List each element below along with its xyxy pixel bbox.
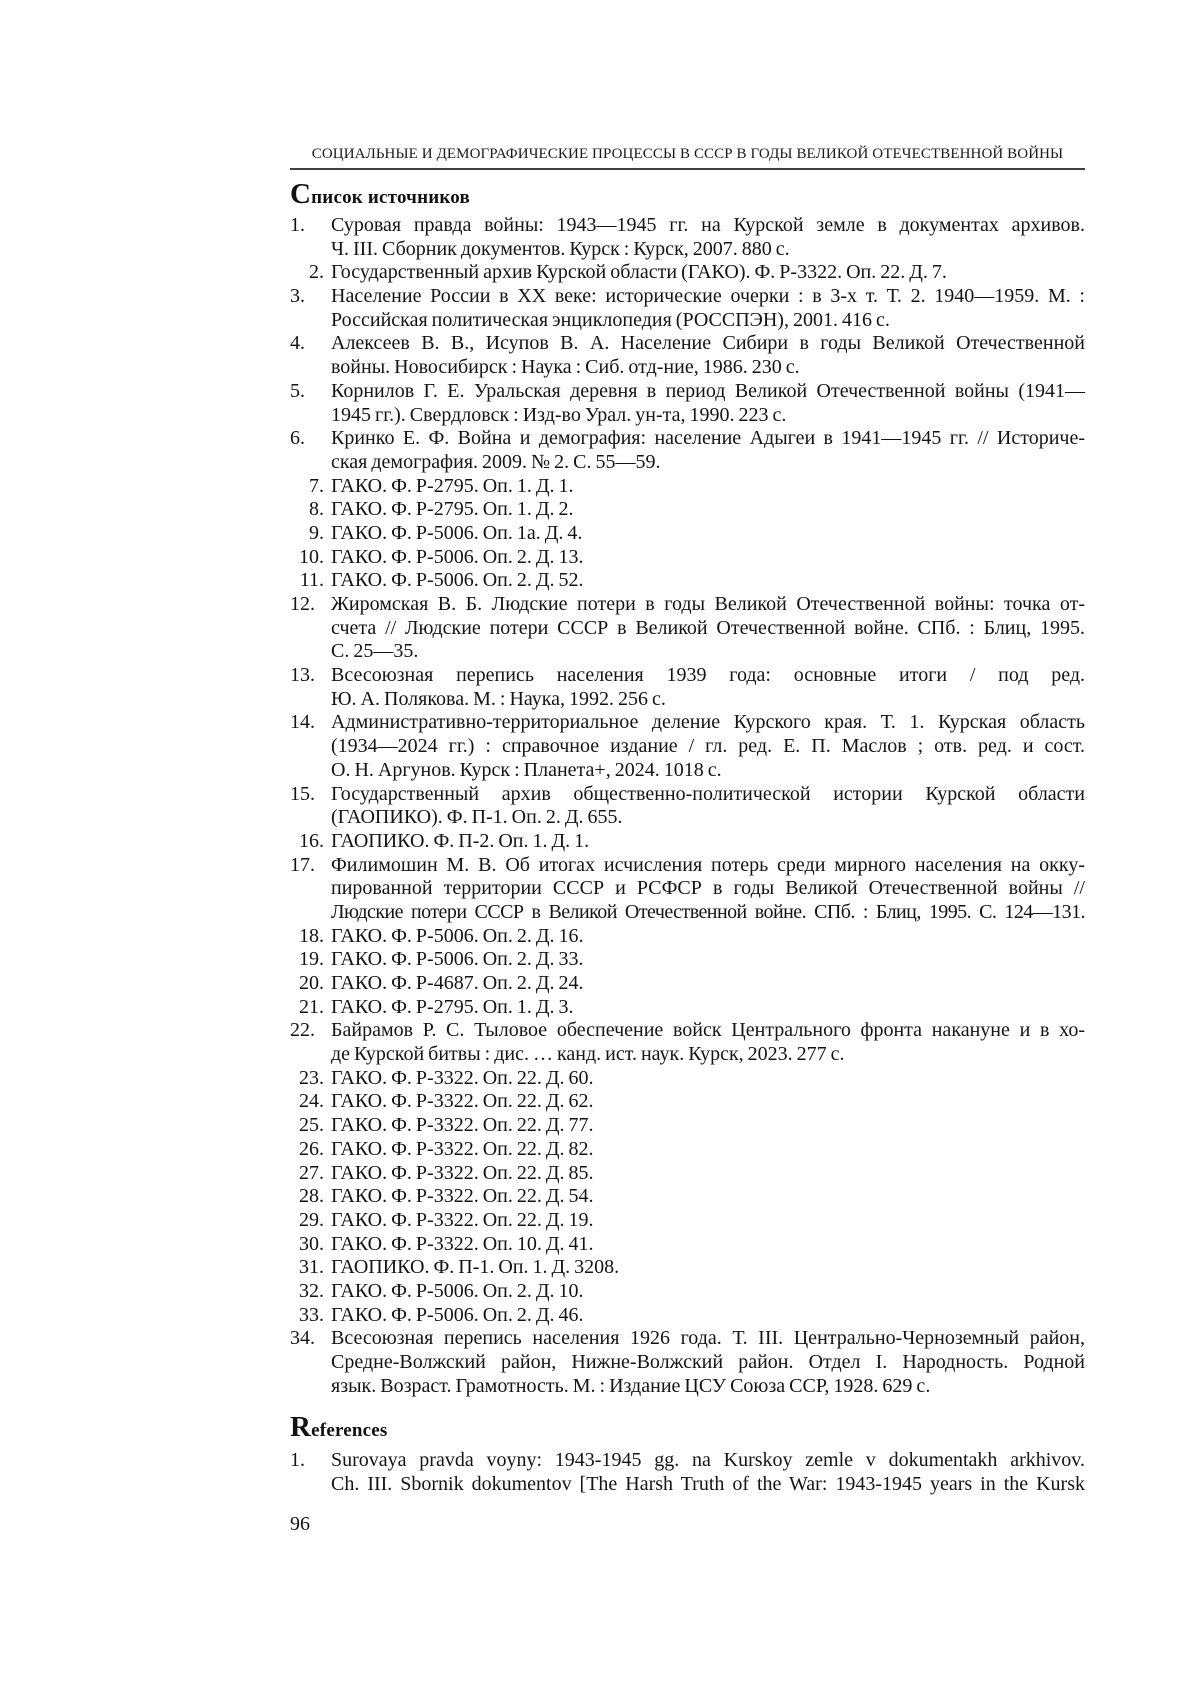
reference-number: 17. <box>290 853 315 876</box>
references-section-heading <box>290 1413 1085 1445</box>
reference-line <box>299 1066 1085 1091</box>
reference-number: 10. <box>299 545 324 568</box>
reference-item <box>290 1090 1085 1114</box>
reference-item <box>290 285 1085 332</box>
reference-item <box>290 214 1085 261</box>
reference-number: 31. <box>299 1256 324 1279</box>
reference-line <box>331 356 1085 380</box>
heading-rest: писок источников <box>311 187 470 208</box>
reference-number: 20. <box>299 972 324 994</box>
reference-item <box>290 1067 1085 1091</box>
reference-text: ГАКО. Ф. Р-5006. Оп. 2. Д. 10. <box>331 1279 584 1302</box>
heading-lead-capital: R <box>290 1411 312 1444</box>
reference-line <box>299 1185 1085 1209</box>
reference-item <box>290 1304 1085 1328</box>
reference-number: 25. <box>299 1114 324 1137</box>
reference-number: 26. <box>299 1137 324 1160</box>
reference-line <box>331 1473 1085 1497</box>
reference-number: 29. <box>299 1208 324 1231</box>
reference-text: Ch. III. Sbornik dokumentov [The Harsh Truth of the War: 1943-1945 years in the Kursk <box>331 1473 1085 1496</box>
reference-line <box>299 1137 1085 1162</box>
reference-text: ГАКО. Ф. Р-2795. Оп. 1. Д. 1. <box>331 474 574 497</box>
reference-line <box>299 1303 1085 1328</box>
reference-number: 1. <box>290 1449 305 1472</box>
reference-line <box>331 640 1085 664</box>
reference-text: Ю. А. Полякова. М. : Наука, 1992. 256 с. <box>331 687 666 710</box>
reference-line <box>299 569 1085 593</box>
reference-line <box>331 309 1085 333</box>
reference-text: Средне-Волжский район, Нижне-Волжский район. Отдел I. Народность. Родной <box>331 1351 1085 1373</box>
reference-number: 27. <box>299 1161 324 1184</box>
reference-line <box>290 427 1085 451</box>
reference-line <box>299 1256 1085 1280</box>
reference-line <box>331 877 1085 901</box>
reference-line <box>299 1090 1085 1114</box>
reference-text: язык. Возраст. Грамотность. М. : Издание ЦСУ Союза ССР, 1928. 629 с. <box>331 1374 931 1397</box>
reference-line <box>290 332 1085 356</box>
reference-text: ГАКО. Ф. Р-5006. Оп. 2. Д. 13. <box>331 545 584 568</box>
reference-text: Всесоюзная перепись населения 1939 года: основные итоги / под ред. <box>331 664 1085 687</box>
reference-line <box>299 924 1085 949</box>
reference-line <box>299 972 1085 996</box>
reference-line <box>290 1019 1085 1043</box>
reference-text: ГАОПИКО. Ф. П-2. Оп. 1. Д. 1. <box>331 829 590 852</box>
reference-number: 24. <box>299 1090 324 1113</box>
reference-number: 11. <box>299 569 324 592</box>
reference-line <box>299 1161 1085 1186</box>
reference-text: (1934—2024 гг.) : справочное издание / гл. ред. Е. П. Маслов ; отв. ред. и сост. <box>331 735 1085 758</box>
reference-number: 14. <box>290 711 315 734</box>
reference-item <box>290 1114 1085 1138</box>
reference-text: Алексеев В. В., Исупов В. А. Население Сибири в годы Великой Отечественной <box>331 332 1085 355</box>
reference-line <box>290 664 1085 688</box>
reference-number: 1. <box>290 214 305 236</box>
reference-line <box>331 1351 1085 1375</box>
reference-line <box>299 1114 1085 1138</box>
reference-item <box>290 854 1085 925</box>
english-reference-list <box>290 1449 1085 1496</box>
reference-item <box>290 1019 1085 1066</box>
reference-number: 18. <box>299 924 324 947</box>
reference-number: 9. <box>309 521 324 544</box>
reference-line <box>331 735 1085 759</box>
reference-item <box>290 332 1085 379</box>
reference-text: Административно-территориальное деление Курского края. Т. 1. Курская область <box>331 711 1085 734</box>
reference-text: ГАКО. Ф. Р-3322. Оп. 22. Д. 82. <box>331 1137 594 1160</box>
page-number: 96 <box>290 1512 310 1535</box>
reference-line <box>309 521 1085 546</box>
reference-text: ская демография. 2009. № 2. С. 55—59. <box>331 450 661 473</box>
reference-number: 33. <box>299 1303 324 1326</box>
reference-line <box>290 853 1085 878</box>
reference-text: ГАКО. Ф. Р-3322. Оп. 10. Д. 41. <box>331 1232 594 1255</box>
reference-number: 16. <box>299 829 324 852</box>
reference-line <box>331 688 1085 712</box>
reference-text: ГАКО. Ф. Р-3322. Оп. 22. Д. 60. <box>331 1066 594 1089</box>
reference-text: де Курской битвы : дис. … канд. ист. наук. Курск, 2023. 277 с. <box>331 1043 845 1066</box>
reference-number: 23. <box>299 1066 324 1089</box>
reference-number: 4. <box>290 332 305 355</box>
reference-item <box>290 664 1085 711</box>
reference-line <box>299 995 1085 1020</box>
reference-text: ГАКО. Ф. Р-2795. Оп. 1. Д. 2. <box>331 498 574 521</box>
reference-line <box>331 404 1085 428</box>
reference-item <box>290 1162 1085 1186</box>
reference-line <box>331 806 1085 830</box>
reference-line <box>309 498 1085 522</box>
reference-line <box>299 545 1085 570</box>
reference-text: Ч. III. Сборник документов. Курск : Курск, 2007. 880 с. <box>331 237 790 260</box>
reference-item <box>290 1138 1085 1162</box>
reference-line <box>309 261 1085 285</box>
reference-text: ГАКО. Ф. Р-5006. Оп. 2. Д. 16. <box>331 924 584 947</box>
reference-text: Байрамов Р. С. Тыловое обеспечение войск Центрального фронта накануне и в хо- <box>331 1019 1085 1042</box>
page-content <box>290 146 1085 1536</box>
reference-item <box>290 830 1085 854</box>
reference-line <box>331 901 1085 925</box>
reference-text: (ГАОПИКО). Ф. П-1. Оп. 2. Д. 655. <box>331 806 623 829</box>
reference-item <box>290 380 1085 427</box>
reference-text: Корнилов Г. Е. Уральская деревня в период Великой Отечественной войны (1941— <box>331 379 1085 402</box>
reference-item <box>290 783 1085 830</box>
reference-line <box>299 948 1085 972</box>
reference-number: 28. <box>299 1185 324 1208</box>
reference-number: 32. <box>299 1279 324 1302</box>
reference-item <box>290 1256 1085 1280</box>
reference-line <box>299 1232 1085 1257</box>
reference-text: Людские потери СССР в Великой Отечественной войне. СПб. : Блиц, 1995. С. 124—131. <box>331 900 1085 923</box>
reference-number: 6. <box>290 427 305 450</box>
reference-text: Государственный архив Курской области (ГАКО). Ф. Р-3322. Оп. 22. Д. 7. <box>331 261 947 284</box>
reference-line <box>290 1327 1085 1351</box>
reference-line <box>331 759 1085 783</box>
reference-line <box>331 1043 1085 1067</box>
reference-item <box>290 1449 1085 1496</box>
reference-text: Жиромская В. Б. Людские потери в годы Великой Отечественной войны: точка от- <box>331 593 1085 615</box>
reference-text: ГАКО. Ф. Р-3322. Оп. 22. Д. 54. <box>331 1185 594 1208</box>
reference-line <box>299 1208 1085 1233</box>
reference-text: С. 25—35. <box>331 640 419 663</box>
reference-number: 7. <box>309 474 324 497</box>
reference-item <box>290 593 1085 664</box>
reference-text: Surovaya pravda voyny: 1943-1945 gg. na Kurskoy zemle v dokumentakh arkhivov. <box>331 1449 1085 1472</box>
reference-number: 13. <box>290 664 315 687</box>
reference-line <box>331 1375 1085 1399</box>
reference-line <box>331 617 1085 641</box>
reference-text: Государственный архив общественно-политической истории Курской области <box>331 782 1085 805</box>
reference-item <box>290 948 1085 972</box>
heading-rest: eferences <box>311 1420 388 1442</box>
reference-text: О. Н. Аргунов. Курск : Планета+, 2024. 1018 с. <box>331 758 722 781</box>
reference-line <box>299 829 1085 854</box>
reference-item <box>290 546 1085 570</box>
reference-number: 22. <box>290 1019 315 1042</box>
reference-item <box>290 1327 1085 1398</box>
reference-item <box>290 261 1085 285</box>
sources-section-heading <box>290 180 1085 212</box>
reference-line <box>290 782 1085 807</box>
reference-item <box>290 498 1085 522</box>
reference-number: 34. <box>290 1327 315 1350</box>
reference-line <box>290 214 1085 238</box>
reference-text: 1945 гг.). Свердловск : Изд-во Урал. ун-та, 1990. 223 с. <box>331 403 787 426</box>
reference-text: ГАКО. Ф. Р-3322. Оп. 22. Д. 19. <box>331 1208 594 1231</box>
reference-text: ГАКО. Ф. Р-2795. Оп. 1. Д. 3. <box>331 995 574 1018</box>
reference-number: 15. <box>290 782 315 805</box>
reference-number: 8. <box>309 498 324 521</box>
reference-item <box>290 427 1085 474</box>
reference-line <box>290 711 1085 735</box>
reference-text: ГАКО. Ф. Р-5006. Оп. 2. Д. 52. <box>331 569 584 592</box>
reference-text: войны. Новосибирск : Наука : Сиб. отд-ние, 1986. 230 с. <box>331 356 800 379</box>
reference-number: 19. <box>299 948 324 971</box>
running-header: СОЦИАЛЬНЫЕ И ДЕМОГРАФИЧЕСКИЕ ПРОЦЕССЫ В СССР В ГОДЫ ВЕЛИКОЙ ОТЕЧЕСТВЕННОЙ ВОЙНЫ <box>290 146 1085 170</box>
reference-text: ГАКО. Ф. Р-5006. Оп. 1а. Д. 4. <box>331 521 583 544</box>
reference-text: Российская политическая энциклопедия (РОССПЭН), 2001. 416 с. <box>331 308 890 331</box>
reference-text: ГАКО. Ф. Р-3322. Оп. 22. Д. 77. <box>331 1114 594 1137</box>
reference-item <box>290 996 1085 1020</box>
reference-line <box>290 593 1085 617</box>
reference-number: 5. <box>290 379 305 402</box>
reference-number: 21. <box>299 995 324 1018</box>
reference-text: Население России в XX веке: исторические очерки : в 3-х т. Т. 2. 1940—1959. М. : <box>331 285 1085 308</box>
heading-lead-capital: С <box>290 178 312 210</box>
reference-line <box>331 451 1085 475</box>
reference-item <box>290 475 1085 499</box>
reference-line <box>299 1279 1085 1304</box>
reference-number: 30. <box>299 1232 324 1255</box>
reference-item <box>290 972 1085 996</box>
reference-item <box>290 711 1085 782</box>
reference-number: 2. <box>309 261 324 284</box>
reference-text: ГАКО. Ф. Р-5006. Оп. 2. Д. 46. <box>331 1303 584 1326</box>
reference-item <box>290 1185 1085 1209</box>
reference-text: Кринко Е. Ф. Война и демография: население Адыгеи в 1941—1945 гг. // Историче- <box>331 427 1085 450</box>
reference-item <box>290 569 1085 593</box>
reference-item <box>290 925 1085 949</box>
reference-item <box>290 1280 1085 1304</box>
reference-item <box>290 1233 1085 1257</box>
reference-line <box>290 1449 1085 1473</box>
reference-text: пированной территории СССР и РСФСР в годы Великой Отечественной войны // <box>331 877 1085 900</box>
reference-text: ГАКО. Ф. Р-4687. Оп. 2. Д. 24. <box>331 972 584 994</box>
sources-reference-list <box>290 214 1085 1398</box>
reference-text: Филимошин М. В. Об итогах исчисления потерь среди мирного населения на окку- <box>331 853 1085 876</box>
reference-text: ГАКО. Ф. Р-3322. Оп. 22. Д. 85. <box>331 1161 594 1184</box>
reference-line <box>290 285 1085 309</box>
reference-text: Суровая правда войны: 1943—1945 гг. на Курской земле в документах архивов. <box>331 214 1085 236</box>
reference-line <box>309 474 1085 499</box>
reference-number: 3. <box>290 285 305 308</box>
reference-text: счета // Людские потери СССР в Великой Отечественной войне. СПб. : Блиц, 1995. <box>331 616 1085 639</box>
reference-item <box>290 522 1085 546</box>
reference-number: 12. <box>290 593 315 615</box>
reference-text: Всесоюзная перепись населения 1926 года. Т. III. Центрально-Черноземный район, <box>331 1327 1085 1350</box>
reference-item <box>290 1209 1085 1233</box>
reference-text: ГАОПИКО. Ф. П-1. Оп. 1. Д. 3208. <box>331 1256 620 1279</box>
reference-text: ГАКО. Ф. Р-3322. Оп. 22. Д. 62. <box>331 1090 594 1113</box>
reference-line <box>290 379 1085 404</box>
reference-text: ГАКО. Ф. Р-5006. Оп. 2. Д. 33. <box>331 948 584 971</box>
reference-line <box>331 238 1085 262</box>
